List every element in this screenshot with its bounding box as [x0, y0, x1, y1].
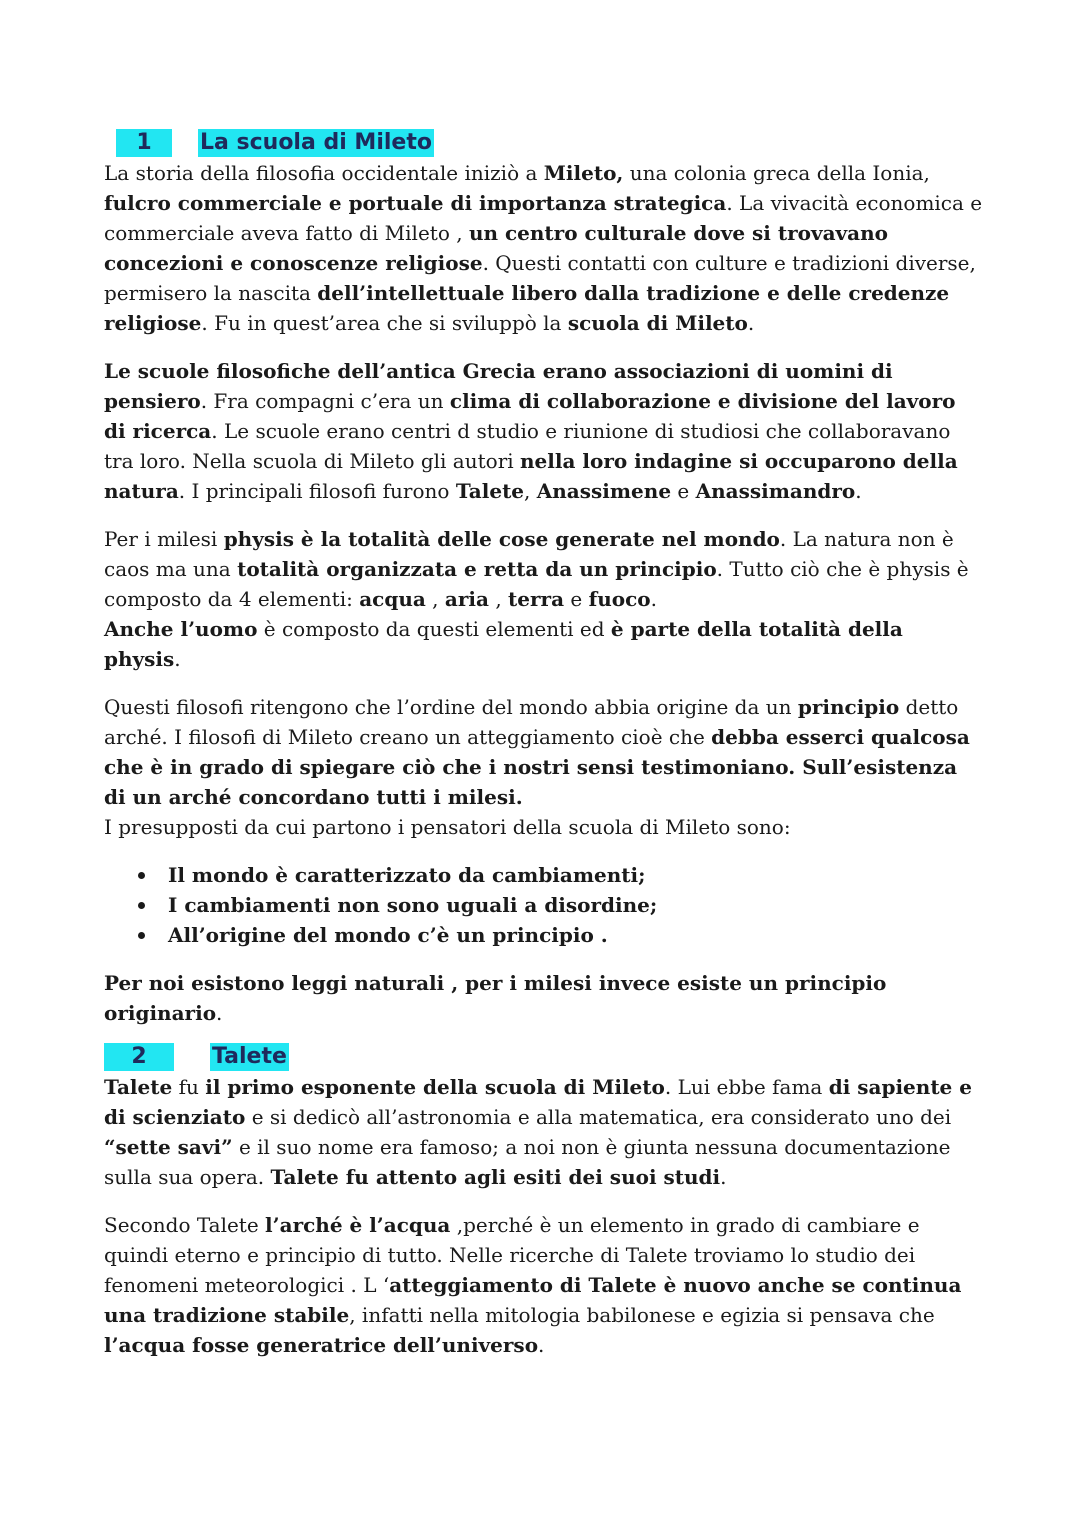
bold-text: Talete fu attento agli esiti dei suoi studi [270, 1165, 721, 1189]
bold-text: debba esserci qualcosa che è in grado di spiegare ciò che i nostri sensi testimoniano. Sull’esistenza di un arché concordano tutti i milesi. [104, 725, 970, 809]
text-run: . Le scuole erano centri d studio e riunione di studiosi che collaboravano tra loro. Nella scuola di Mileto gli autori [104, 419, 951, 473]
text-run: . [855, 479, 862, 503]
paragraph [104, 968, 984, 1028]
text-run: Per i milesi [104, 527, 224, 551]
bold-text: clima di collaborazione e divisione del lavoro di ricerca [104, 389, 956, 443]
text-run: . Tutto ciò che è physis è composto da 4 elementi: [104, 557, 969, 611]
bold-text: Talete [455, 479, 525, 503]
section-heading-2 [104, 1042, 984, 1072]
bold-text: il primo esponente della scuola di Mileto [205, 1075, 665, 1099]
list-item: I cambiamenti non sono uguali a disordine; [136, 890, 984, 920]
text-run: . La vivacità economica e commerciale aveva fatto di Mileto , [104, 191, 983, 245]
bold-text: fuoco [588, 587, 651, 611]
bold-text: Mileto, [543, 161, 624, 185]
bold-text: totalità organizzata e retta da un principio [237, 557, 717, 581]
bold-text: Per noi esistono leggi naturali , per i milesi invece esiste un principio originario [104, 971, 887, 1025]
bold-text: terra [508, 587, 565, 611]
text-run: e si dedicò all’astronomia e alla matematica, era considerato uno dei [245, 1105, 952, 1129]
text-run: . [174, 647, 181, 671]
text-run: . [720, 1165, 727, 1189]
bullet-list [136, 860, 984, 950]
text-run: . Fu in quest’area che si sviluppò la [201, 311, 568, 335]
bold-text: di sapiente e di scienziato [104, 1075, 972, 1129]
bold-text: aria [444, 587, 489, 611]
bold-text: Anassimandro [695, 479, 856, 503]
bold-text: acqua [359, 587, 426, 611]
text-run: detto arché. I filosofi di Mileto creano un atteggiamento cioè che [104, 695, 959, 749]
text-run: e [564, 587, 589, 611]
bold-text: l’arché è l’acqua [265, 1213, 451, 1237]
text-run: e [671, 479, 696, 503]
bold-text: dell’intellettuale libero dalla tradizione e delle credenze religiose [104, 281, 950, 335]
text-run: fu [172, 1075, 206, 1099]
bold-text: principio [797, 695, 900, 719]
bold-text: l’acqua fosse generatrice dell’universo [104, 1333, 539, 1357]
text-run: ,perché è un elemento in grado di cambiare e quindi eterno e principio di tutto. Nelle ricerche di Talete troviamo lo studio dei fenomeni meteorologici . L ‘ [104, 1213, 920, 1297]
bold-text: “sette savi” [104, 1135, 233, 1159]
text-run: , infatti nella mitologia babilonese e egizia si pensava che [349, 1303, 935, 1327]
paragraph [104, 692, 984, 842]
text-run: . La natura non è caos ma una [104, 527, 954, 581]
section-title: Talete [212, 1044, 287, 1069]
text-run: . [650, 587, 657, 611]
bold-text: Talete [104, 1075, 173, 1099]
list-item: Il mondo è caratterizzato da cambiamenti; [136, 860, 984, 890]
text-run: , [488, 587, 509, 611]
text-run: . I principali filosofi furono [178, 479, 456, 503]
text-run: . Fra compagni c’era un [200, 389, 450, 413]
bold-text: è parte della totalità della physis [104, 617, 903, 671]
section-number: 2 [104, 1043, 174, 1071]
text-run: . [216, 1001, 223, 1025]
text-run: è composto da questi elementi ed [257, 617, 611, 641]
section-title: La scuola di Mileto [200, 130, 432, 155]
bold-text: Anassimene [536, 479, 672, 503]
text-run: Questi filosofi ritengono che l’ordine del mondo abbia origine da un [104, 695, 798, 719]
bold-text: Le scuole filosofiche dell’antica Grecia erano associazioni di uomini di pensiero [104, 359, 893, 413]
bold-text: nella loro indagine si occuparono della natura [104, 449, 958, 503]
text-run: , [524, 479, 537, 503]
text-run: e il suo nome era famoso; a noi non è giunta nessuna documentazione sulla sua opera. [104, 1135, 951, 1189]
paragraph [104, 524, 984, 674]
bold-text: un centro culturale dove si trovavano concezioni e conoscenze religiose [104, 221, 888, 275]
text-run: una colonia greca della Ionia, [623, 161, 930, 185]
bold-text: scuola di Mileto [567, 311, 748, 335]
paragraph [104, 158, 984, 338]
bold-text: atteggiamento di Talete è nuovo anche se continua una tradizione stabile [104, 1273, 962, 1327]
text-run: . [538, 1333, 545, 1357]
list-item: All’origine del mondo c’è un principio . [136, 920, 984, 950]
document-content [104, 128, 984, 1360]
text-run: . [747, 311, 755, 335]
bold-text: Anche l’uomo [104, 617, 258, 641]
text-run: . Lui ebbe fama [664, 1075, 829, 1099]
paragraph [104, 1072, 984, 1192]
text-run: La storia della filosofia occidentale iniziò a [104, 161, 544, 185]
section-number: 1 [116, 129, 172, 157]
text-run: , [425, 587, 445, 611]
bold-text: physis è la totalità delle cose generate nel mondo [223, 527, 780, 551]
section-heading-1 [104, 128, 984, 158]
text-run: I presupposti da cui partono i pensatori della scuola di Mileto sono: [104, 815, 791, 839]
text-run: Secondo Talete [104, 1213, 266, 1237]
paragraph [104, 356, 984, 506]
paragraph [104, 1210, 984, 1360]
text-run: . Questi contatti con culture e tradizioni diverse, permisero la nascita [104, 251, 976, 305]
bold-text: fulcro commerciale e portuale di importanza strategica [104, 191, 727, 215]
